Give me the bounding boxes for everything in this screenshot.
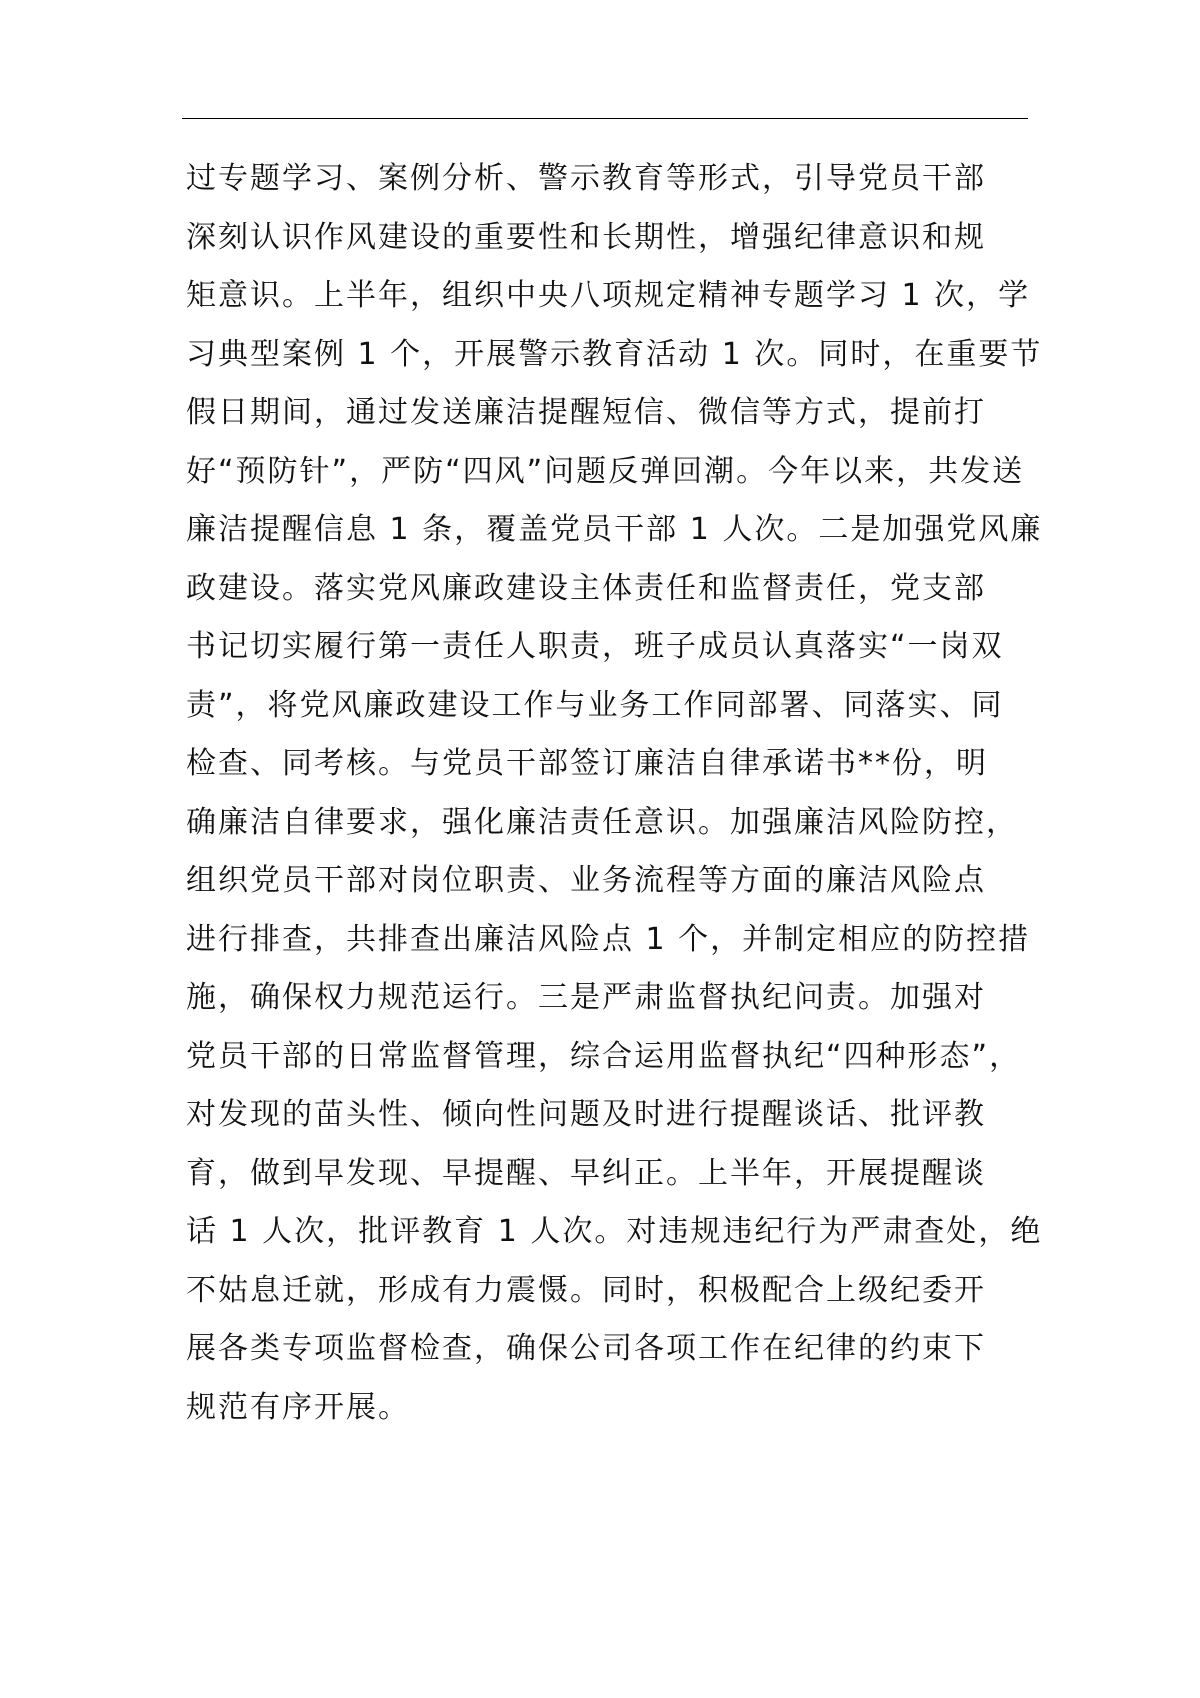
text-line: 施，确保权力规范运行。三是严肃监督执纪问责。加强对 — [186, 980, 986, 1015]
text-line: 好“预防针”，严防“四风”问题反弹回潮。今年以来，共发送 — [186, 453, 1025, 489]
text-line: 不姑息迁就，形成有力震慑。同时，积极配合上级纪委开 — [186, 1272, 986, 1308]
text-line: 廉洁提醒信息 1 条，覆盖党员干部 1 人次。二是加强党风廉 — [186, 512, 1043, 547]
text-line: 过专题学习、案例分析、警示教育等形式，引导党员干部 — [186, 161, 986, 196]
text-line: 责”，将党风廉政建设工作与业务工作同部署、同落实、同 — [186, 687, 1004, 723]
text-line: 政建设。落实党风廉政建设主体责任和监督责任，党支部 — [186, 570, 986, 606]
text-line: 矩意识。上半年，组织中央八项规定精神专题学习 1 次，学 — [186, 278, 1031, 313]
text-line: 习典型案例 1 个，开展警示教育活动 1 次。同时，在重要节 — [186, 336, 1043, 372]
text-line: 进行排查，共排查出廉洁风险点 1 个，并制定相应的防控措 — [186, 921, 1031, 957]
text-line: 组织党员干部对岗位职责、业务流程等方面的廉洁风险点 — [186, 863, 986, 898]
text-line: 对发现的苗头性、倾向性问题及时进行提醒谈话、批评教 — [186, 1097, 986, 1132]
text-line: 深刻认识作风建设的重要性和长期性，增强纪律意识和规 — [186, 219, 986, 255]
header-rule — [182, 118, 1028, 119]
text-line: 假日期间，通过发送廉洁提醒短信、微信等方式，提前打 — [186, 395, 986, 430]
document-body — [186, 150, 1066, 1437]
text-line: 育，做到早发现、早提醒、早纠正。上半年，开展提醒谈 — [186, 1155, 986, 1191]
text-line: 书记切实履行第一责任人职责，班子成员认真落实“一岗双 — [186, 629, 1004, 664]
text-line: 确廉洁自律要求，强化廉洁责任意识。加强廉洁风险防控， — [186, 804, 1018, 840]
text-line: 规范有序开展。 — [186, 1389, 410, 1425]
text-line: 检查、同考核。与党员干部签订廉洁自律承诺书**份，明 — [186, 746, 988, 781]
text-line: 话 1 人次，批评教育 1 人次。对违规违纪行为严肃查处，绝 — [186, 1214, 1043, 1249]
text-line: 党员干部的日常监督管理，综合运用监督执纪“四种形态”， — [186, 1038, 1022, 1074]
text-line: 展各类专项监督检查，确保公司各项工作在纪律的约束下 — [186, 1331, 986, 1366]
